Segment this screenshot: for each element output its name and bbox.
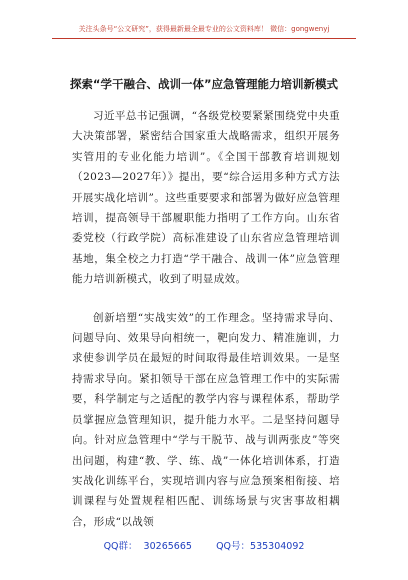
footer-contact-text: QQ群： 30265665 QQ号：535304092	[103, 541, 305, 552]
document-body	[72, 106, 340, 532]
body-paragraph-2: 创新培塑“实战实效”的工作理念。坚持需求导向、问题导向、效果导向相统一，靶向发力、精准施训，力求使参训学员在最短的时间取得最佳培训效果。一是坚持需求导向。紧扣领导干部在应急管理工作中的实际需要，科学制定与之适配的教学内容与课程体系，帮助学员掌握应急管理知识，提升能力水平。二是坚持问题导向。针对应急管理中“学与干脱节、战与训两张皮”等突出问题，构建“教、学、练、战”一体化培训体系，打造实战化训练平台，实现培训内容与应急预案相衔接、培训课程与处置规程相匹配、训练场景与灾害事故相耦合，形成“以战领	[72, 311, 340, 528]
header-promo-text: 关注头条号“公文研究”，获得最新最全最专业的公文资料库！ 微信：gongwenyj	[78, 25, 330, 33]
document-title: 探索“学干融合、战训一体”应急管理能力培训新模式	[69, 77, 339, 91]
header-divider	[52, 38, 356, 39]
body-paragraph-1: 习近平总书记强调，“各级党校要紧紧围绕党中央重大决策部署，紧密结合国家重大战略需求，组织开展务实管用的专业化能力培训”。《全国干部教育培训规划（2023—2027年）》提出，要“综合运用多种方式方法开展实战化培训”。这些重要要求和部署为做好应急管理培训，提高领导干部履职能力指明了工作方向。山东省委党校（行政学院）高标准建设了山东省应急管理培训基地，集全校之力打造“学干融合、战训一体”应急管理能力培训新模式，收到了明显成效。	[72, 110, 340, 286]
